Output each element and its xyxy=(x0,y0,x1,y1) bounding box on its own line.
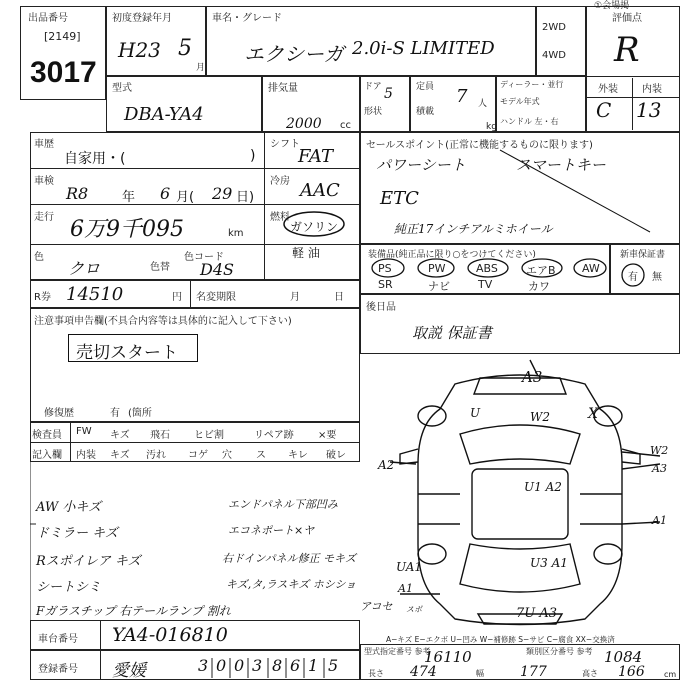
inner-item-6: キレ xyxy=(288,450,308,461)
color-code-value: D4S xyxy=(200,260,234,279)
name-grade-label: 車名・グレード xyxy=(212,13,282,24)
first-reg-era: H23 xyxy=(118,38,161,62)
ac-value: AAC xyxy=(300,180,340,201)
inner-item-5: ス xyxy=(256,450,266,461)
mark-ua2: A1 xyxy=(398,582,413,595)
drive-box xyxy=(536,6,586,76)
history-row-line-1 xyxy=(30,168,360,169)
mark-left-x: X xyxy=(588,406,598,422)
height-label: 高さ xyxy=(582,669,598,678)
remark-3: Rスポイレア キズ xyxy=(36,554,141,569)
transfer-month-label: 月 xyxy=(290,292,300,303)
width-label: 幅 xyxy=(476,669,484,678)
remark-5: Fガラスチップ 右テールランプ 割れ xyxy=(36,604,231,618)
transfer-label: 名変期限 xyxy=(196,292,236,303)
doors-value: 5 xyxy=(384,86,393,102)
mark-left-a2: A2 xyxy=(378,458,395,472)
type-num-label: 型式指定番号 参考 xyxy=(364,647,431,656)
mark-top: A3 xyxy=(522,368,543,386)
equip-abs: ABS xyxy=(476,262,498,275)
ext-int-divider xyxy=(632,78,633,130)
equip-airbag: エアB xyxy=(526,264,556,277)
car-name: エクシーガ xyxy=(244,42,344,66)
warranty-no: 無 xyxy=(652,272,662,283)
color-change-label: 色替 xyxy=(150,262,170,273)
caution-label: 注意事項申告欄(不具合内容等は具体的に記入して下さい) xyxy=(34,316,292,327)
color-value: クロ xyxy=(68,259,101,278)
damage-legend: A−キズ E−エクボ U−凹み W−補修跡 S−サビ C−腐食 XX−交換済 xyxy=(386,635,615,644)
history-row-line-2 xyxy=(30,204,360,205)
reg-digit-5: 8 xyxy=(272,656,283,675)
reg-digit-3: 0 xyxy=(234,656,245,675)
inspection-year-unit: 年 xyxy=(122,190,136,205)
remarks-lines xyxy=(30,462,360,620)
top-right-text: ①会場掲 xyxy=(594,1,630,11)
drive-2wd: 2WD xyxy=(542,22,566,33)
inner-item-3: コゲ xyxy=(188,450,208,461)
recycle-value: 14510 xyxy=(66,284,124,305)
lot-number: 3017 xyxy=(30,56,97,89)
displacement-unit: cc xyxy=(340,120,351,131)
fw-label: FW xyxy=(76,426,92,437)
selling-point-4: 純正17インチアルミホイール xyxy=(394,222,553,236)
mark-bottom-left: アコセ xyxy=(360,600,393,613)
cm-unit: cm xyxy=(664,670,677,679)
selling-points-label: セールスポイント(正常に機能するものに限ります) xyxy=(366,140,593,151)
mark-ua1: UA1 xyxy=(396,560,423,574)
displacement-label: 排気量 xyxy=(268,83,298,94)
first-reg-label: 初度登録年月 xyxy=(112,13,172,24)
class-label: 類別区分番号 参考 xyxy=(526,647,593,656)
chassis-value: YA4-016810 xyxy=(112,624,228,646)
chassis-label: 車台番号 xyxy=(38,634,78,645)
reg-prefecture: 愛媛 xyxy=(112,661,146,681)
interior-label: 内装 xyxy=(642,84,662,95)
mark-w2-top: W2 xyxy=(530,410,550,424)
reg-digit-8: 5 xyxy=(328,656,339,675)
color-code-label: 色コード xyxy=(184,252,224,263)
history-close: ) xyxy=(250,148,256,164)
class-value: 1084 xyxy=(604,648,643,666)
selling-point-1: パワーシート xyxy=(376,156,466,174)
mark-bottom: 7U A3 xyxy=(516,606,558,621)
width-value: 177 xyxy=(520,664,547,680)
mileage-label: 走行 xyxy=(34,212,54,223)
session-code: [2149] xyxy=(44,30,81,43)
selling-points-strike xyxy=(360,132,680,244)
fw-item-3: ヒビ割 xyxy=(194,430,224,441)
mark-rear-center: U3 A1 xyxy=(530,556,568,570)
equipment-circles xyxy=(360,244,610,294)
length-value: 474 xyxy=(410,664,437,680)
dealer-label: ディーラー・並行 xyxy=(500,80,564,89)
reg-digit-7: 1 xyxy=(308,656,319,675)
shape-label: 形状 xyxy=(364,107,383,117)
stamp-text: 売切スタート xyxy=(76,343,178,363)
type-num-value: 16110 xyxy=(424,648,472,666)
color-label: 色 xyxy=(34,252,44,263)
fuel-gasoline-circle xyxy=(282,208,346,238)
equipment-label: 装備品(純正品に限り○をつけてください) xyxy=(368,250,536,260)
rear-value: 取説 保証書 xyxy=(412,324,492,342)
grade: 2.0i-S LIMITED xyxy=(352,38,495,59)
mark-right-w2: W2 xyxy=(650,444,669,457)
equip-sr: SR xyxy=(378,278,393,291)
inspector-col-line xyxy=(70,422,71,462)
capacity-unit: 人 xyxy=(478,99,488,109)
shift-label: シフト xyxy=(270,139,300,150)
repair-label: 修復歴 xyxy=(44,408,74,419)
history-col-line xyxy=(264,132,265,280)
equip-pw: PW xyxy=(428,262,446,275)
inspection-label: 車検 xyxy=(34,176,54,187)
lot-label: 出品番号 xyxy=(28,13,68,24)
remark-right-4: キズ,タ,ラスキズ ホシショ xyxy=(226,578,357,591)
transfer-day-label: 日 xyxy=(334,292,344,303)
handle-label: ハンドル 左・右 xyxy=(500,117,559,126)
exterior-grade: C xyxy=(596,98,612,122)
fuel-light-oil: 軽 油 xyxy=(292,246,320,260)
load-unit: kg xyxy=(486,122,497,132)
first-reg-month-unit: 月 xyxy=(196,63,206,73)
remark-right-3: 右ドインパネル修正 モキズ xyxy=(222,552,356,565)
mark-right-a3: A3 xyxy=(652,462,667,475)
inner-label: 内装 xyxy=(76,450,96,461)
inspection-day: 29 xyxy=(212,184,233,203)
warranty-label: 新車保証書 xyxy=(620,250,666,260)
inspection-day-close: 日) xyxy=(236,190,255,205)
inner-item-2: 汚れ xyxy=(146,450,166,461)
reg-digit-4: 3 xyxy=(252,656,263,675)
capacity-value: 7 xyxy=(456,86,468,107)
remark-right-1: エンドパネル下部凹み xyxy=(228,498,338,511)
equip-leather: カワ xyxy=(528,280,550,293)
inspection-month: 6 xyxy=(160,184,171,203)
recycle-divider xyxy=(190,280,191,308)
shift-value: FAT xyxy=(298,146,333,167)
inner-item-4: 穴 xyxy=(222,450,232,461)
doors-label: ドア xyxy=(364,82,382,92)
selling-point-2: スマートキー xyxy=(516,156,606,174)
inspector-mid-line xyxy=(30,442,360,443)
fw-item-1: キズ xyxy=(110,430,130,441)
yen-unit: 円 xyxy=(172,292,182,303)
mark-left-u: U xyxy=(470,406,481,420)
ac-label: 冷房 xyxy=(270,176,290,187)
remark-right-2: エコネポート×ヤ xyxy=(228,524,315,537)
inner-item-1: キズ xyxy=(110,450,130,461)
equip-navi: ナビ xyxy=(428,280,450,293)
capacity-label: 定員 xyxy=(416,82,435,92)
selling-point-3: ETC xyxy=(380,188,419,209)
repair-location: (箇所 xyxy=(128,408,152,419)
model-value: DBA-YA4 xyxy=(124,104,204,125)
equip-ps: PS xyxy=(378,262,392,275)
recycle-label: R券 xyxy=(34,292,51,303)
warranty-yes: 有 xyxy=(628,272,638,283)
reg-label: 登録番号 xyxy=(38,664,78,675)
fuel-label: 燃料 xyxy=(270,212,290,223)
inner-item-7: 破レ xyxy=(326,450,346,461)
drive-4wd: 4WD xyxy=(542,50,566,61)
mark-center: U1 A2 xyxy=(524,480,562,494)
entry-label: 記入欄 xyxy=(32,450,62,461)
remark-1: AW 小キズ xyxy=(36,500,102,515)
remark-4: シートシミ xyxy=(36,580,102,595)
remark-2: ドミラー キズ xyxy=(36,526,118,541)
reg-digit-dividers xyxy=(194,652,360,680)
model-label: 型式 xyxy=(112,83,132,94)
mileage-value: 6万9千095 xyxy=(70,217,184,242)
displacement-value: 2000 xyxy=(286,116,322,132)
interior-grade: 13 xyxy=(636,98,662,122)
mark-right-a1: A1 xyxy=(652,514,667,527)
history-value: 自家用・( xyxy=(64,151,126,167)
reg-digit-2: 0 xyxy=(216,656,227,675)
inspection-era: R8 xyxy=(66,184,89,203)
model-year-label: モデル年式 xyxy=(500,97,540,106)
exterior-label: 外装 xyxy=(598,84,618,95)
rear-label: 後日品 xyxy=(366,302,396,313)
eval-score: R xyxy=(614,30,640,70)
fw-item-2: 飛石 xyxy=(150,430,170,441)
length-label: 長さ xyxy=(368,669,384,678)
reg-digit-6: 6 xyxy=(290,656,301,675)
fuel-gasoline: ガソリン xyxy=(290,220,339,234)
load-label: 積載 xyxy=(416,107,435,117)
mileage-unit: km xyxy=(228,228,244,239)
first-reg-month: 5 xyxy=(178,36,192,61)
history-label: 車歴 xyxy=(34,139,54,150)
repair-yes: 有 xyxy=(110,408,120,419)
inspector-label: 検査員 xyxy=(32,430,62,441)
fw-item-4: リペア跡 xyxy=(254,430,294,441)
eval-label: 評価点 xyxy=(612,13,642,24)
height-value: 166 xyxy=(618,664,645,680)
inspection-day-unit: 月( xyxy=(176,190,195,205)
rear-box xyxy=(360,294,680,354)
equip-aw: AW xyxy=(582,262,600,275)
equip-tv: TV xyxy=(478,278,493,291)
reg-digit-1: 3 xyxy=(198,656,209,675)
mark-bottom-tail: スポ xyxy=(406,605,422,614)
fw-item-5: ×要 xyxy=(318,430,337,441)
warranty-circle xyxy=(618,260,648,290)
